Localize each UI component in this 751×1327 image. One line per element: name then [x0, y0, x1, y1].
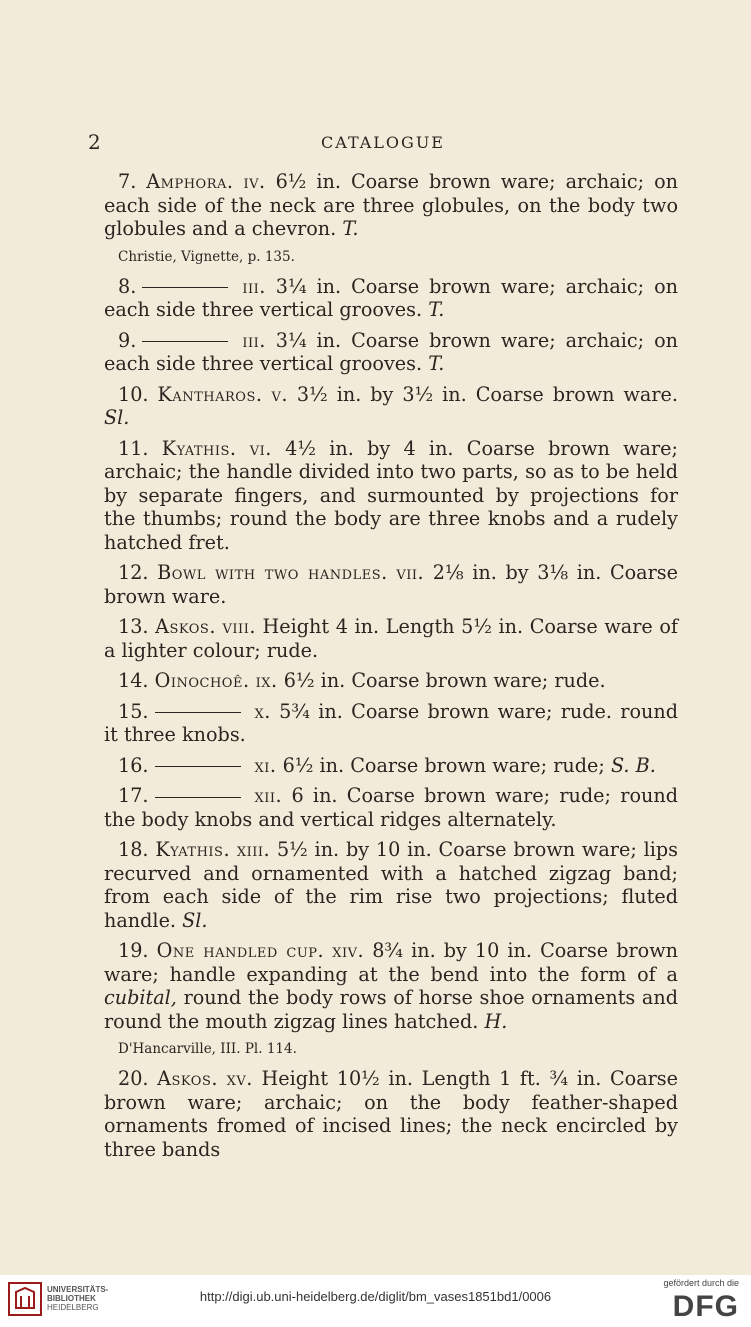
entry-9: 9. iii. 3¼ in. Coarse brown ware; archaic; on each side three vertical grooves. T. [104, 328, 678, 375]
ditto-rule [142, 341, 228, 342]
entry-14: 14. Oinochoê. ix. 6½ in. Coarse brown ware; rude. [118, 669, 606, 692]
ditto-rule [142, 287, 228, 288]
page-number: 2 [88, 130, 101, 154]
library-name: UNIVERSITÄTS- BIBLIOTHEK HEIDELBERG [47, 1285, 109, 1312]
footer-bar [0, 1275, 751, 1327]
ditto-rule [155, 797, 241, 798]
entry-13: 13. Askos. viii. Height 4 in. Length 5½ in. Coarse ware of a lighter colour; rude. [104, 615, 678, 662]
entry-15: 15. x. 5¾ in. Coarse brown ware; rude. round it three knobs. [104, 699, 678, 746]
entry-7: 7. Amphora. iv. 6½ in. Coarse brown ware; archaic; on each side of the neck are three globules, on the body two globules and a chevron. T. [104, 170, 678, 240]
page-header [88, 130, 678, 160]
entry-17: 17. xii. 6 in. Coarse brown ware; rude; round the body knobs and vertical ridges alternately. [104, 784, 678, 831]
entry-19: 19. One handled cup. xiv. 8¾ in. by 10 in. Coarse brown ware; handle expanding at the bend into the form of a cubital, round the body rows of horse shoe ornaments and round the mouth zigzag lines hatched. H. [104, 939, 678, 1033]
running-head: CATALOGUE [321, 133, 445, 152]
source-url-link[interactable]: http://digi.ub.uni-heidelberg.de/diglit/bm_vases1851bd1/0006 [199, 1289, 552, 1304]
dfg-caption: gefördert durch die [663, 1278, 739, 1288]
reference-christie: Christie, Vignette, p. 135. [118, 248, 295, 265]
catalogue-body [104, 170, 678, 1168]
entry-10: 10. Kantharos. v. 3½ in. by 3½ in. Coarse brown ware. Sl. [104, 382, 678, 429]
ditto-rule [155, 712, 241, 713]
entry-16: 16. xi. 6½ in. Coarse brown ware; rude; S. B. [118, 753, 656, 777]
entry-11: 11. Kyathis. vi. 4½ in. by 4 in. Coarse brown ware; archaic; the handle divided into two parts, so as to be held by separate fingers, and surmounted by projections for the thumbs; round the body are three knobs and a rudely hatched fret. [104, 436, 678, 554]
reference-dhancarville: D'Hancarville, III. Pl. 114. [118, 1041, 297, 1057]
ditto-rule [155, 766, 241, 767]
dfg-logo: DFG [672, 1290, 739, 1323]
entry-12: 12. Bowl with two handles. vii. 2⅛ in. by 3⅛ in. Coarse brown ware. [104, 561, 678, 608]
entry-8: 8. iii. 3¼ in. Coarse brown ware; archaic; on each side three vertical grooves. T. [104, 274, 678, 321]
entry-20: 20. Askos. xv. Height 10½ in. Length 1 ft. ¾ in. Coarse brown ware; archaic; on the body feather-shaped ornaments fromed of incised lines; the neck encircled by three bands [104, 1067, 679, 1161]
entry-18: 18. Kyathis. xiii. 5½ in. by 10 in. Coarse brown ware; lips recurved and ornamented with a hatched zigzag band; from each side of the rim rise two projections; fluted handle. Sl. [104, 838, 678, 932]
